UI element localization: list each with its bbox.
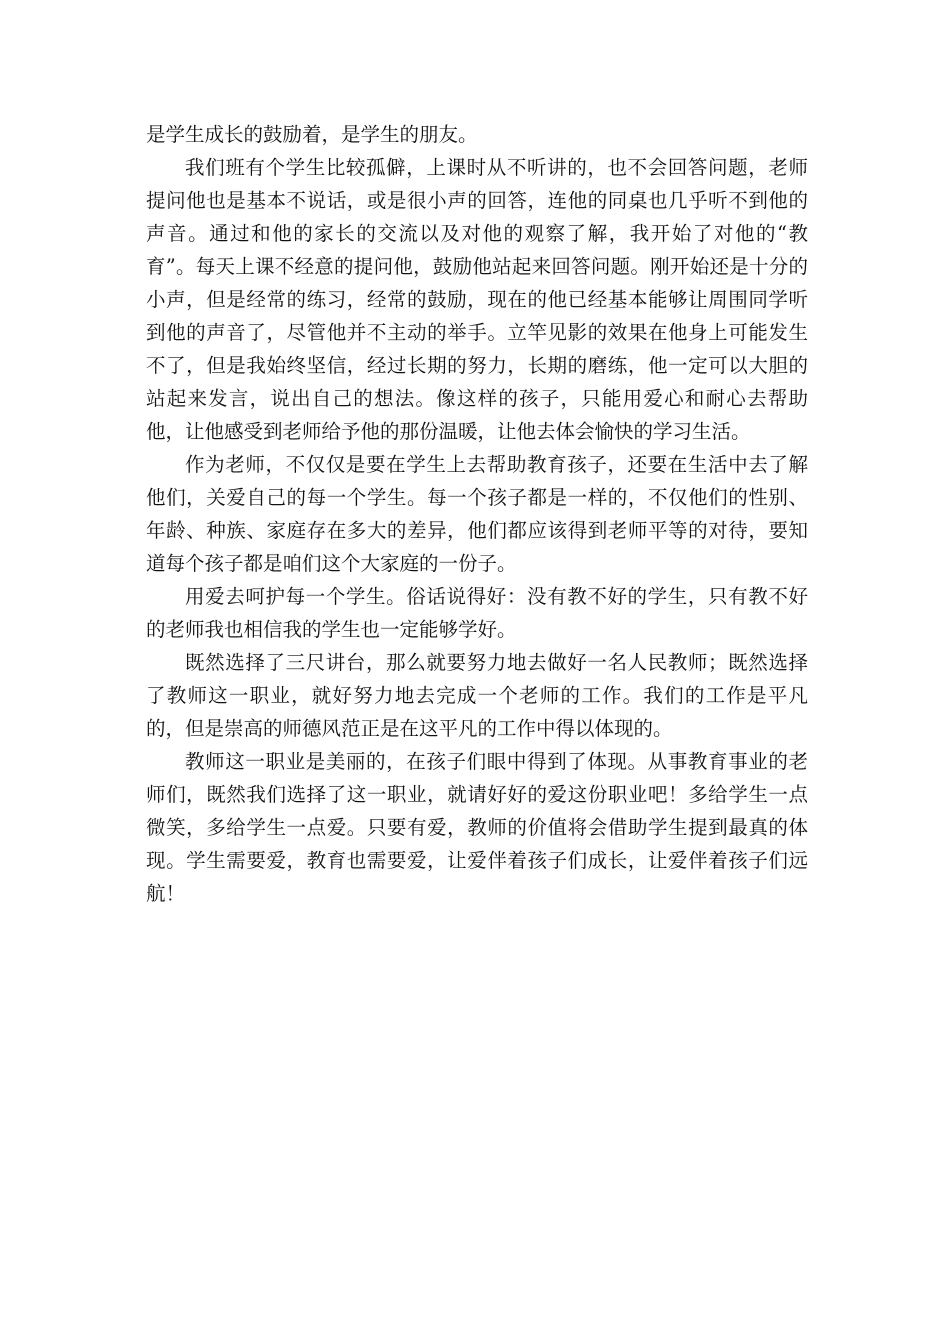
paragraph-teaching-beautiful: 教师这一职业是美丽的，在孩子们眼中得到了体现。从事教育事业的老师们，既然我们选择了这一职业，就请好好的爱这份职业吧！多给学生一点微笑，多给学生一点爱。只要有爱，教师的价值将会借助学生提到最真的体现。学生需要爱，教育也需要爱，让爱伴着孩子们成长，让爱伴着孩子们远航！ <box>146 750 808 905</box>
document-body <box>146 118 808 910</box>
paragraph-chose-teaching: 既然选择了三尺讲台，那么就要努力地去做好一名人民教师；既然选择了教师这一职业，就好努力地去完成一个老师的工作。我们的工作是平凡的，但是崇高的师德风范正是在这平凡的工作中得以体现的。 <box>146 651 808 740</box>
paragraph-continuation: 是学生成长的鼓励着，是学生的朋友。 <box>146 123 478 146</box>
paragraph-isolated-student: 我们班有个学生比较孤僻，上课时从不听讲的，也不会回答问题，老师提问他也是基本不说话，或是很小声的回答，连他的同桌也几乎听不到他的声音。通过和他的家长的交流以及对他的观察了解，我开始了对他的“教育”。每天上课不经意的提问他，鼓励他站起来回答问题。刚开始还是十分的小声，但是经常的练习，经常的鼓励，现在的他已经基本能够让周围同学听到他的声音了，尽管他并不主动的举手。立竿见影的效果在他身上可能发生不了，但是我始终坚信，经过长期的努力，长期的磨练，他一定可以大胆的站起来发言，说出自己的想法。像这样的孩子，只能用爱心和耐心去帮助他，让他感受到老师给予他的那份温暖，让他去体会愉快的学习生活。 <box>146 156 808 443</box>
paragraph-care-every-student: 作为老师，不仅仅是要在学生上去帮助教育孩子，还要在生活中去了解他们，关爱自己的每一个学生。每一个孩子都是一样的，不仅他们的性别、年龄、种族、家庭存在多大的差异，他们都应该得到老师平等的对待，要知道每个孩子都是咱们这个大家庭的一份子。 <box>146 453 808 575</box>
paragraph-protect-with-love: 用爱去呵护每一个学生。俗话说得好：没有教不好的学生，只有教不好的老师我也相信我的学生也一定能够学好。 <box>146 585 808 641</box>
